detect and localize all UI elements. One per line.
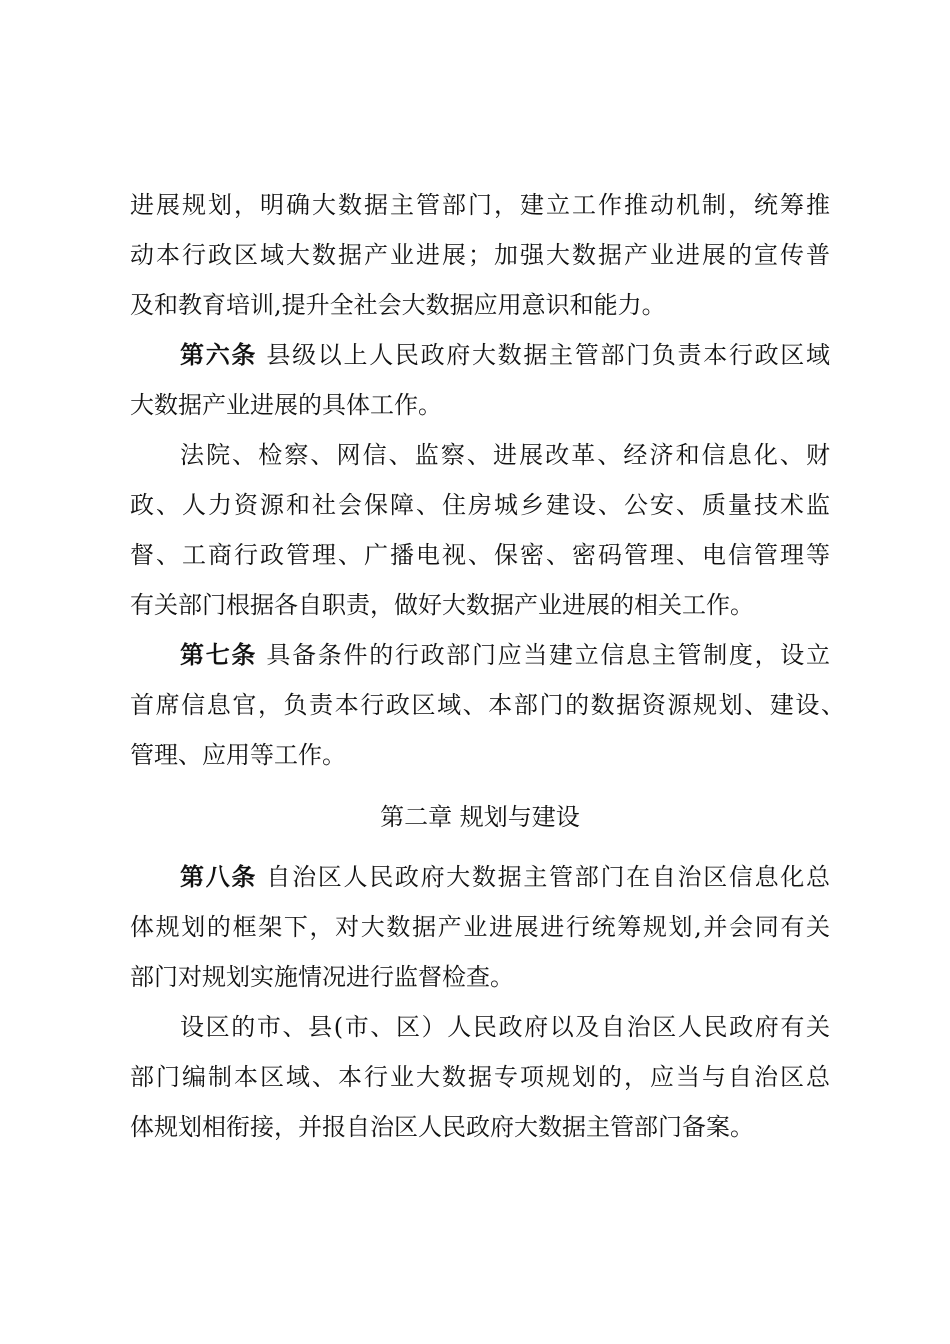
article6-text-1: 县级以上人民政府大数据主管部门负责本行政区域 <box>257 341 830 369</box>
article7-line-1 <box>180 630 830 680</box>
para8b-line-3: 体规划相衔接，并报自治区人民政府大数据主管部门备案。 <box>130 1113 754 1141</box>
article7-text-1: 具备条件的行政部门应当建立信息主管制度，设立 <box>257 641 830 669</box>
para6b-line-1: 法院、检察、网信、监察、进展改革、经济和信息化、财 <box>180 441 830 469</box>
article7-line-2: 首席信息官，负责本行政区域、本部门的数据资源规划、建设、 <box>130 691 845 719</box>
article7-label: 第七条 <box>180 641 258 669</box>
article8-line-3: 部门对规划实施情况进行监督检查。 <box>130 963 514 991</box>
article8-text-1: 自治区人民政府大数据主管部门在自治区信息化总 <box>257 863 830 891</box>
para6b-line-2: 政、人力资源和社会保障、住房城乡建设、公安、质量技术监 <box>130 491 830 519</box>
article8-line-2: 体规划的框架下，对大数据产业进展进行统筹规划,并会同有关 <box>130 913 830 941</box>
article6-label: 第六条 <box>180 341 258 369</box>
para1-line-1: 进展规划，明确大数据主管部门，建立工作推动机制，统筹推 <box>130 191 830 219</box>
article8-line-1 <box>180 852 830 902</box>
article7-line-3: 管理、应用等工作。 <box>130 741 346 769</box>
para6b-line-3: 督、工商行政管理、广播电视、保密、密码管理、电信管理等 <box>130 541 830 569</box>
article8-label: 第八条 <box>180 863 258 891</box>
para8b-line-2: 部门编制本区域、本行业大数据专项规划的，应当与自治区总 <box>130 1063 830 1091</box>
para6b-line-4: 有关部门根据各自职责，做好大数据产业进展的相关工作。 <box>130 591 754 619</box>
article6-line-1 <box>180 330 830 380</box>
article6-line-2: 大数据产业进展的具体工作。 <box>130 391 442 419</box>
para8b-line-1: 设区的市、县(市、区）人民政府以及自治区人民政府有关 <box>180 1013 830 1041</box>
chapter-heading: 第二章 规划与建设 <box>380 803 580 831</box>
para1-line-2: 动本行政区域大数据产业进展；加强大数据产业进展的宣传普 <box>130 241 830 269</box>
para1-line-3: 及和教育培训,提升全社会大数据应用意识和能力。 <box>130 291 666 319</box>
